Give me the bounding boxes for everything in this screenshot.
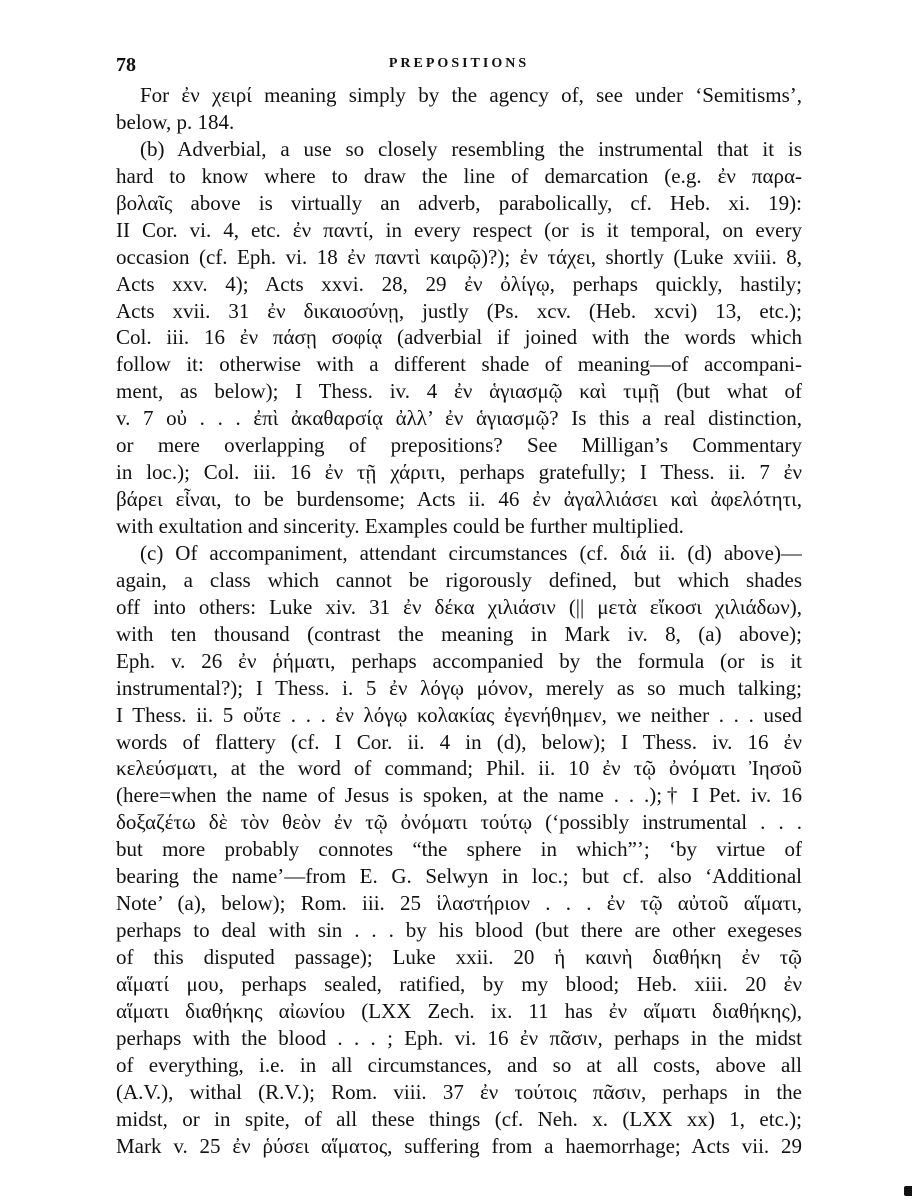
- text-line: (here=when the name of Jesus is spoken, at the name . . .);† I Pet. iv. 16: [116, 783, 802, 808]
- text-line: with exultation and sincerity. Examples could be further multiplied.: [116, 514, 684, 538]
- text-line: of this disputed passage); Luke xxii. 20 ἡ καινὴ διαθήκη ἐν τῷ: [116, 945, 802, 969]
- text-line: (A.V.), withal (R.V.); Rom. viii. 37 ἐν τούτοις πᾶσιν, perhaps in the: [116, 1079, 802, 1104]
- text-line: occasion (cf. Eph. vi. 18 ἐν παντὶ καιρῷ)?); ἐν τάχει, shortly (Luke xviii. 8,: [116, 244, 802, 269]
- text-line: but more probably connotes “the sphere in which”’; ‘by virtue of: [116, 837, 802, 862]
- text-line: βολαῖς above is virtually an adverb, parabolically, cf. Heb. xi. 19):: [116, 190, 802, 215]
- page-corner-mark: [904, 1186, 912, 1196]
- text-line: II Cor. vi. 4, etc. ἐν παντί, in every respect (or is it temporal, on every: [116, 217, 802, 242]
- text-line: αἵματί μου, perhaps sealed, ratified, by my blood; Heb. xiii. 20 ἐν: [116, 971, 802, 996]
- page-header: [116, 54, 802, 78]
- text-line: or mere overlapping of prepositions? See Milligan’s Commentary: [116, 433, 802, 458]
- text-line: ment, as below); I Thess. iv. 4 ἐν ἁγιασμῷ καὶ τιμῇ (but what of: [116, 379, 802, 404]
- text-line: Acts xxv. 4); Acts xxvi. 28, 29 ἐν ὀλίγῳ, perhaps quickly, hastily;: [116, 271, 802, 296]
- text-line: Mark v. 25 ἐν ῥύσει αἵματος, suffering from a haemorrhage; Acts vii. 29: [116, 1133, 802, 1158]
- text-line: βάρει εἶναι, to be burdensome; Acts ii. 46 ἐν ἀγαλλιάσει καὶ ἀφελότητι,: [116, 487, 802, 512]
- text-line: instrumental?); I Thess. i. 5 ἐν λόγῳ μόνον, merely as so much talking;: [116, 675, 802, 700]
- text-line: of everything, i.e. in all circumstances, and so at all costs, above all: [116, 1052, 802, 1077]
- text-line: For ἐν χειρί meaning simply by the agency of, see under ‘Semitisms’,: [140, 83, 802, 107]
- text-line: αἵματι διαθήκης αἰωνίου (LXX Zech. ix. 11 has ἐν αἵματι διαθήκης),: [116, 998, 802, 1023]
- text-line: perhaps with the blood . . . ; Eph. vi. 16 ἐν πᾶσιν, perhaps in the midst: [116, 1025, 802, 1050]
- text-line: (c) Of accompaniment, attendant circumstances (cf. διά ii. (d) above)—: [140, 540, 802, 565]
- text-line: I Thess. ii. 5 οὔτε . . . ἐν λόγῳ κολακίας ἐγενήθημεν, we neither . . . used: [116, 702, 802, 727]
- text-line: again, a class which cannot be rigorously defined, but which shades: [116, 567, 802, 592]
- text-line: follow it: otherwise with a different shade of meaning—of accompani-: [116, 352, 802, 377]
- text-line: κελεύσματι, at the word of command; Phil. ii. 10 ἐν τῷ ὀνόματι Ἰησοῦ: [116, 756, 802, 781]
- text-line: (b) Adverbial, a use so closely resembling the instrumental that it is: [140, 136, 802, 161]
- running-head: PREPOSITIONS: [388, 56, 530, 71]
- text-line: v. 7 οὐ . . . ἐπὶ ἀκαθαρσίᾳ ἀλλ’ ἐν ἁγιασμῷ? Is this a real distinction,: [116, 406, 802, 431]
- page-number: 78: [116, 54, 136, 76]
- text-line: Acts xvii. 31 ἐν δικαιοσύνῃ, justly (Ps. xcv. (Heb. xcvi) 13, etc.);: [116, 298, 802, 323]
- text-line: Note’ (a), below); Rom. iii. 25 ἱλαστήριον . . . ἐν τῷ αὐτοῦ αἵματι,: [116, 891, 802, 916]
- text-line: δοξαζέτω δὲ τὸν θεὸν ἐν τῷ ὀνόματι τούτῳ (‘possibly instrumental . . .: [116, 810, 802, 835]
- text-line: Eph. v. 26 ἐν ῥήματι, perhaps accompanied by the formula (or is it: [116, 648, 802, 673]
- text-line: midst, or in spite, of all these things (cf. Neh. x. (LXX xx) 1, etc.);: [116, 1106, 802, 1131]
- text-line: hard to know where to draw the line of demarcation (e.g. ἐν παρα-: [116, 163, 802, 188]
- text-line: in loc.); Col. iii. 16 ἐν τῇ χάριτι, perhaps gratefully; I Thess. ii. 7 ἐν: [116, 460, 802, 485]
- text-line: words of flattery (cf. I Cor. ii. 4 in (d), below); I Thess. iv. 16 ἐν: [116, 729, 802, 754]
- text-line: perhaps to deal with sin . . . by his blood (but there are other exegeses: [116, 918, 802, 943]
- text-line: below, p. 184.: [116, 109, 235, 134]
- text-line: Col. iii. 16 ἐν πάσῃ σοφίᾳ (adverbial if joined with the words which: [116, 325, 802, 350]
- body-text: [116, 82, 802, 1160]
- text-line: off into others: Luke xiv. 31 ἐν δέκα χιλιάσιν (|| μετὰ εἴκοσι χιλιάδων),: [116, 594, 802, 619]
- text-line: bearing the name’—from E. G. Selwyn in loc.; but cf. also ‘Additional: [116, 864, 802, 889]
- text-line: with ten thousand (contrast the meaning in Mark iv. 8, (a) above);: [116, 621, 802, 646]
